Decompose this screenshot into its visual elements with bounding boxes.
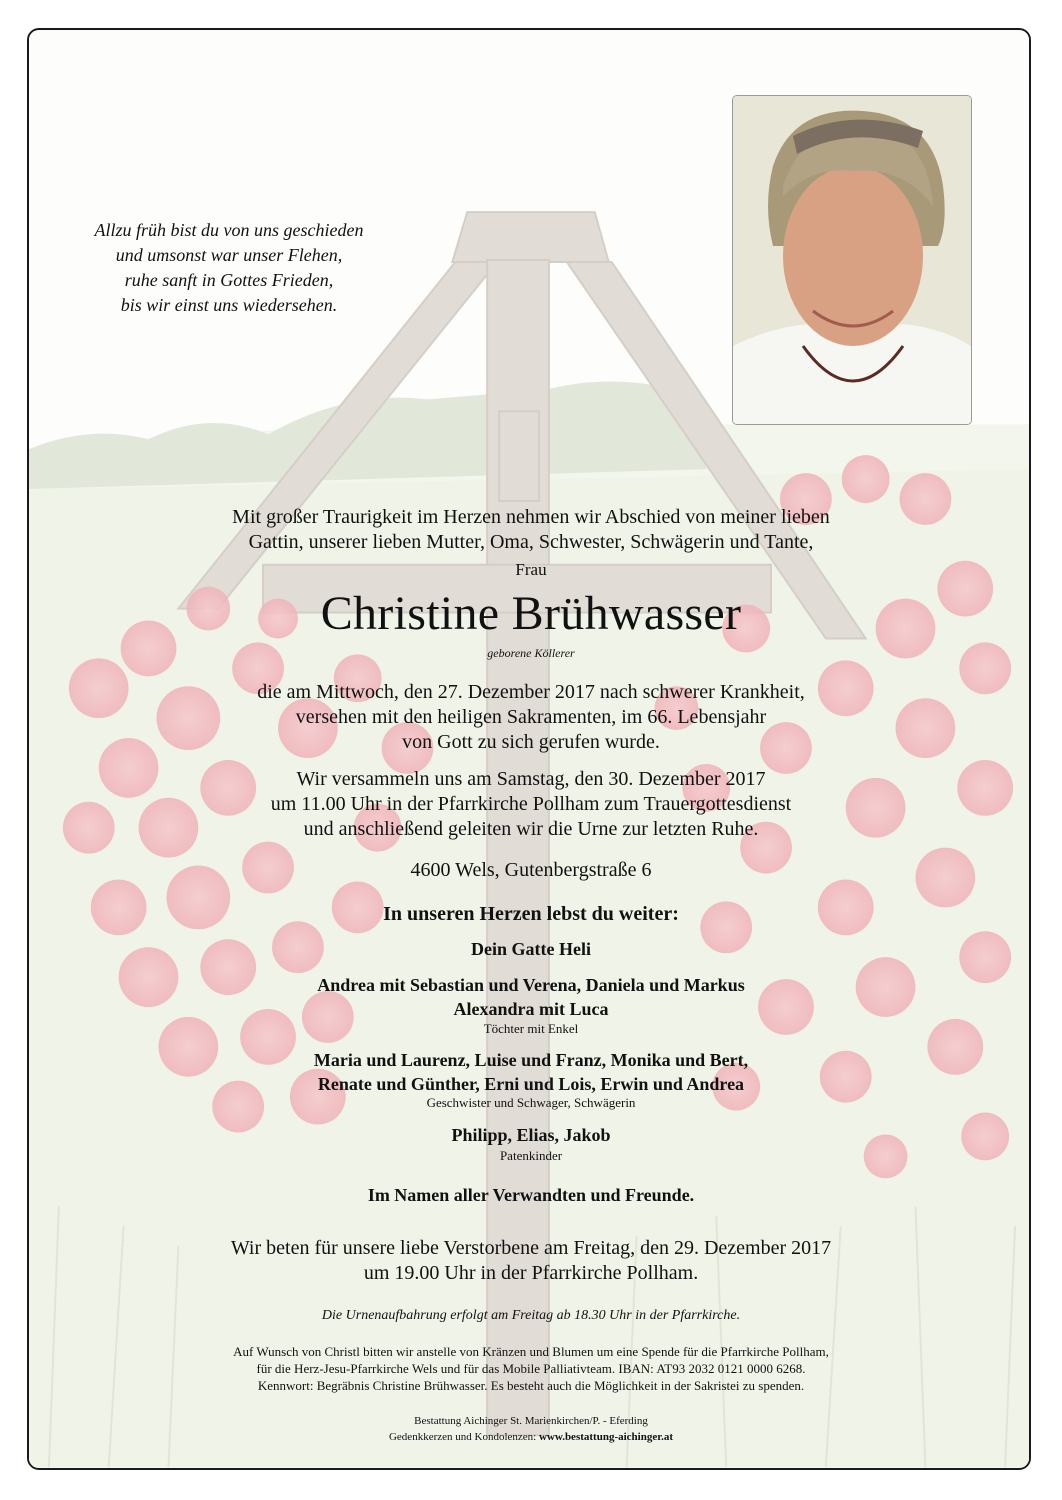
intro-line: Mit großer Traurigkeit im Herzen nehmen wir Abschied von meiner lieben [232, 506, 830, 528]
intro-line: Gattin, unserer lieben Mutter, Oma, Schwester, Schwägerin und Tante, [248, 531, 814, 553]
donation-line: für die Herz-Jesu-Pfarrkirche Wels und für das Mobile Palliativteam. IBAN: AT93 2032 0121 0000 6268. [256, 1361, 806, 1376]
children-line: Alexandra mit Luca [453, 999, 609, 1019]
funeral-service [29, 767, 1031, 842]
donation-line: Kennwort: Begräbnis Christine Brühwasser. Es besteht auch die Möglichkeit in der Sakristei zu spenden. [257, 1378, 805, 1393]
condolence-label: Gedenkkerzen und Kondolenzen: [388, 1431, 537, 1443]
donation-line: Auf Wunsch von Christl bitten wir anstelle von Kränzen und Blumen um eine Spende für die Pfarrkirche Pollham, [233, 1344, 829, 1359]
donation-request [29, 1343, 1031, 1394]
family-address: 4600 Wels, Gutenbergstraße 6 [410, 859, 652, 881]
portrait-image [733, 96, 971, 424]
children-line: Andrea mit Sebastian und Verena, Daniela und Markus [317, 975, 745, 995]
death-notice [29, 680, 1031, 755]
children [29, 973, 1031, 1021]
siblings-line: Maria und Laurenz, Luise und Franz, Monika und Bert, [313, 1050, 749, 1070]
funeral-line: Wir versammeln uns am Samstag, den 30. Dezember 2017 [296, 768, 766, 790]
poem-line: und umsonst war unser Flehen, [115, 245, 343, 265]
birth-name: geborene Köllerer [487, 646, 575, 660]
urn-note: Die Urnenaufbahrung erfolgt am Freitag ab 18.30 Uhr in der Pfarrkirche. [321, 1308, 741, 1323]
funeral-line: und anschließend geleiten wir die Urne zur letzten Ruhe. [303, 818, 759, 840]
godchildren: Philipp, Elias, Jakob [451, 1125, 611, 1145]
deceased-name: Christine Brühwasser [320, 587, 742, 640]
spouse: Dein Gatte Heli [471, 939, 591, 959]
portrait-photo [732, 95, 972, 425]
death-line: die am Mittwoch, den 27. Dezember 2017 nach schwerer Krankheit, [257, 681, 805, 703]
poem-line: ruhe sanft in Gottes Frieden, [124, 270, 334, 290]
family-heading: In unseren Herzen lebst du weiter: [383, 903, 679, 925]
website-link[interactable]: www.bestattung-aichinger.at [538, 1431, 674, 1443]
death-line: versehen mit den heiligen Sakramenten, im 66. Lebensjahr [295, 706, 767, 728]
funeral-line: um 11.00 Uhr in der Pfarrkirche Pollham zum Trauergottesdienst [270, 793, 792, 815]
prayer-line: um 19.00 Uhr in der Pfarrkirche Pollham. [363, 1262, 699, 1284]
family-closing: Im Namen aller Verwandten und Freunde. [367, 1185, 695, 1205]
poem-line: Allzu früh bist du von uns geschieden [94, 220, 364, 240]
prayer-line: Wir beten für unsere liebe Verstorbene am Freitag, den 29. Dezember 2017 [230, 1237, 832, 1259]
poem-line: bis wir einst uns wiedersehen. [120, 295, 338, 315]
announcement-intro [29, 505, 1031, 555]
children-role: Töchter mit Enkel [483, 1021, 579, 1036]
prayer-notice [29, 1236, 1031, 1286]
siblings-role: Geschwister und Schwager, Schwägerin [426, 1095, 636, 1110]
condolence-info [29, 1431, 1031, 1443]
obituary-card [27, 28, 1031, 1470]
memorial-poem [69, 218, 389, 318]
death-line: von Gott zu sich gerufen wurde. [402, 731, 660, 753]
siblings-line: Renate und Günther, Erni und Lois, Erwin und Andrea [317, 1074, 745, 1094]
funeral-home-name: Bestattung Aichinger St. Marienkirchen/P. - Eferding [414, 1415, 648, 1427]
godchildren-role: Patenkinder [499, 1148, 563, 1163]
salutation: Frau [515, 560, 547, 579]
siblings [29, 1048, 1031, 1096]
